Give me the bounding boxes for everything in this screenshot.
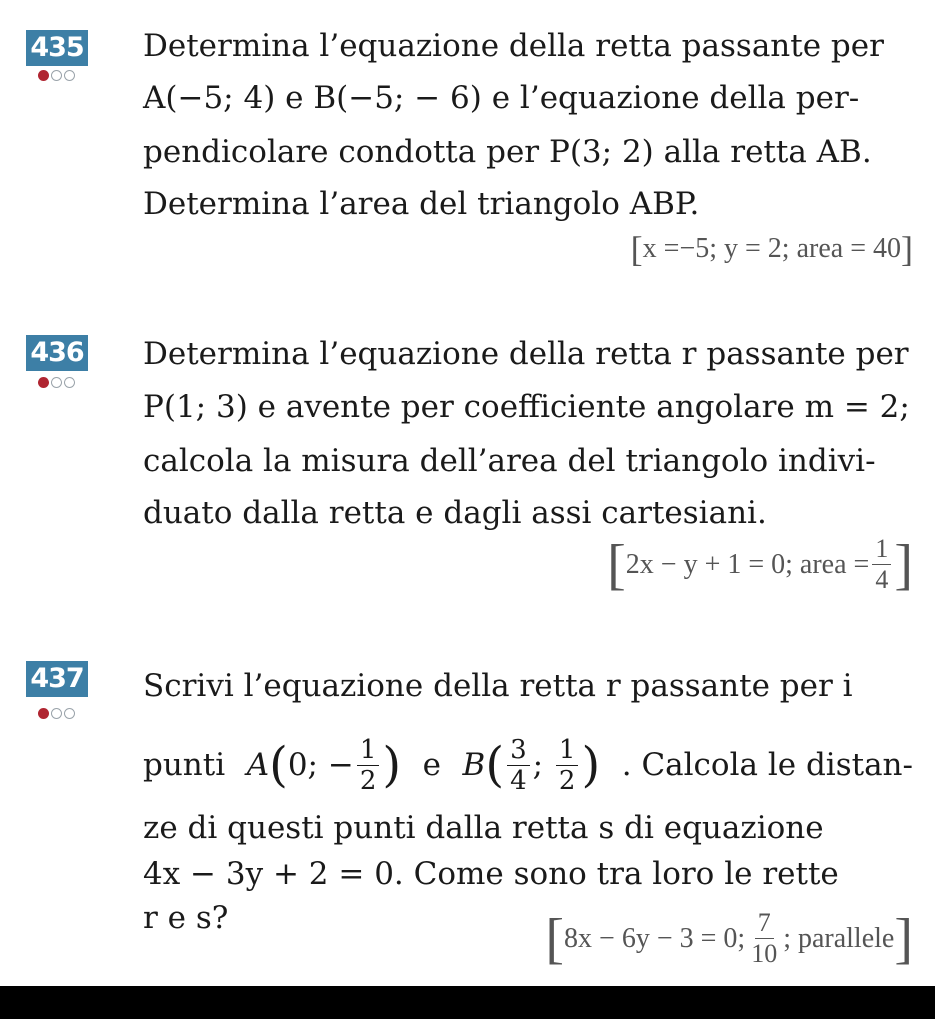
difficulty-dot-empty bbox=[64, 708, 75, 719]
exercise-number-badge: 436 bbox=[26, 335, 88, 371]
exercise-text-line: ze di questi punti dalla retta s di equazione bbox=[143, 810, 824, 846]
exercise-text-line: P(1; 3) e avente per coefficiente angolare m = 2; bbox=[143, 389, 910, 425]
text-fragment: punti bbox=[143, 747, 226, 783]
answer-fraction: $\frac{7}{10}$ bbox=[751, 908, 778, 968]
exercise-text-line: calcola la misura dell’area del triangolo indivi- bbox=[143, 443, 876, 479]
exercise-text-line: pendicolare condotta per P(3; 2) alla retta AB. bbox=[143, 134, 872, 170]
difficulty-indicator bbox=[38, 708, 75, 719]
difficulty-dot-filled bbox=[38, 708, 49, 719]
answer-text: 8x − 6y − 3 = 0; bbox=[564, 922, 746, 954]
point-a: A ( 0 ; − $\frac{1}{2}$ ) bbox=[246, 734, 402, 796]
difficulty-dot-empty bbox=[64, 377, 75, 388]
exercise-text-line: 4x − 3y + 2 = 0. Come sono tra loro le rette bbox=[143, 856, 839, 892]
exercise-text-line: A(−5; 4) e B(−5; − 6) e l’equazione della per- bbox=[143, 80, 860, 116]
difficulty-dot-empty bbox=[51, 708, 62, 719]
difficulty-dot-empty bbox=[64, 70, 75, 81]
text-fragment: e bbox=[422, 747, 442, 783]
exercise-answer: [ 8x − 6y − 3 = 0; $\frac{7}{10}$ ; parallele ] bbox=[545, 907, 913, 970]
exercise-number-badge: 437 bbox=[26, 661, 88, 697]
bottom-black-bar bbox=[0, 986, 935, 1019]
exercise-answer: [ 2x − y + 1 = 0; area = $\frac{1}{4}$ ] bbox=[607, 533, 913, 596]
point-b: B ( $\frac{3}{4}$ ; $\frac{1}{2}$ ) bbox=[462, 734, 601, 796]
exercise-text-line: Determina l’equazione della retta passante per bbox=[143, 28, 884, 64]
exercise-text-line: duato dalla retta e dagli assi cartesiani. bbox=[143, 495, 767, 531]
answer-suffix: ; parallele bbox=[783, 922, 895, 954]
difficulty-dot-empty bbox=[51, 70, 62, 81]
exercise-answer: [ x =−5; y = 2; area = 40 ] bbox=[630, 229, 913, 269]
difficulty-dot-filled bbox=[38, 377, 49, 388]
difficulty-indicator bbox=[38, 70, 75, 81]
exercise-text-line: Determina l’area del triangolo ABP. bbox=[143, 186, 700, 222]
exercise-text-line: Scrivi l’equazione della retta r passante per i bbox=[143, 668, 853, 704]
exercise-number-badge: 435 bbox=[26, 30, 88, 66]
exercise-text-line: r e s? bbox=[143, 900, 229, 936]
exercise-text-line bbox=[143, 730, 913, 800]
answer-text: 2x − y + 1 = 0; area = bbox=[625, 548, 870, 580]
exercise-text-line: Determina l’equazione della retta r passante per bbox=[143, 336, 909, 372]
difficulty-indicator bbox=[38, 377, 75, 388]
difficulty-dot-empty bbox=[51, 377, 62, 388]
difficulty-dot-filled bbox=[38, 70, 49, 81]
text-fragment: . Calcola le distan- bbox=[621, 747, 913, 783]
answer-fraction: $\frac{1}{4}$ bbox=[872, 536, 891, 593]
answer-text: x =−5; y = 2; area = 40 bbox=[642, 233, 901, 264]
